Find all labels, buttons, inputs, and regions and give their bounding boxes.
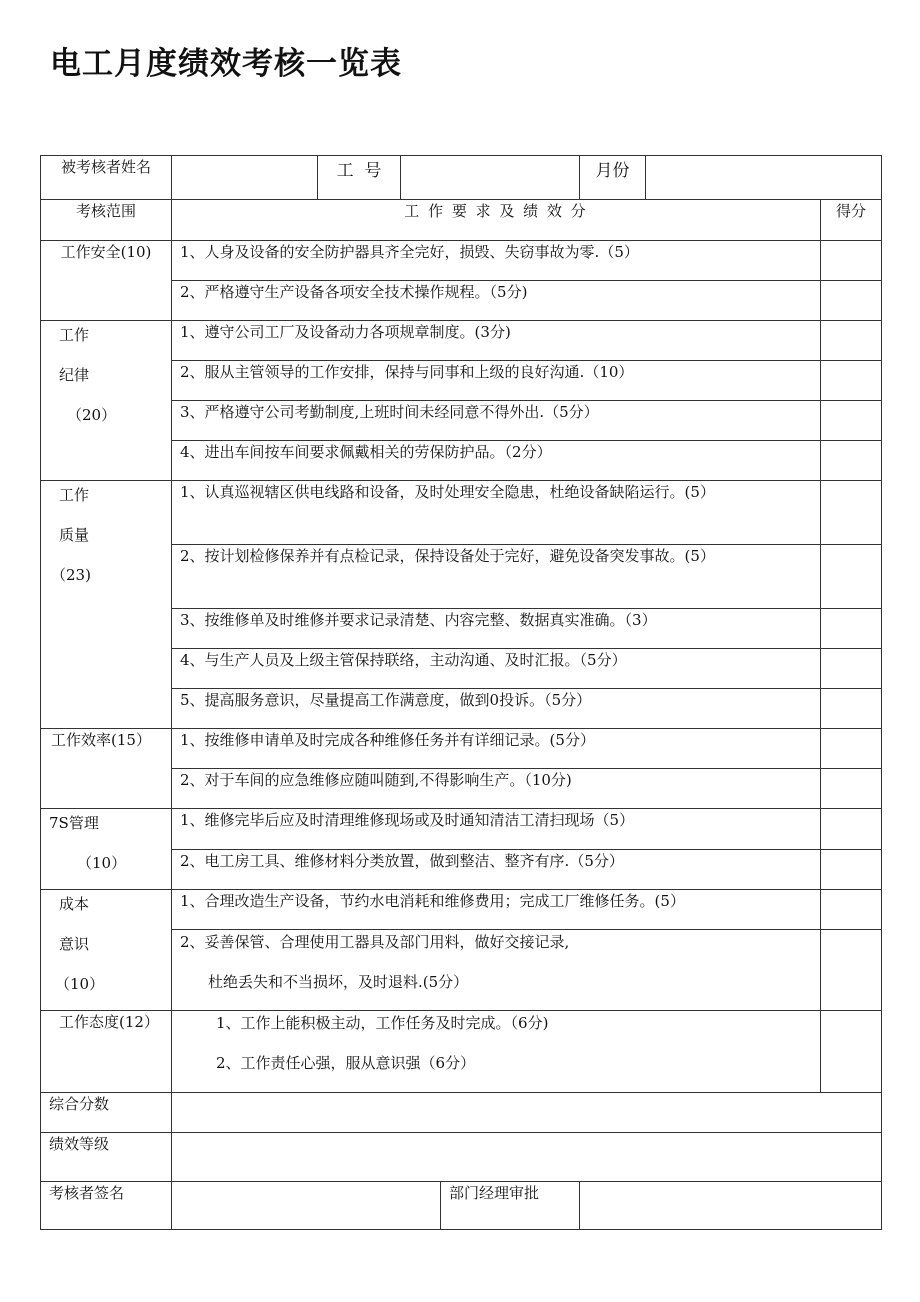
score-cell[interactable] (821, 930, 882, 1011)
score-cell[interactable] (821, 241, 882, 281)
score-cell[interactable] (821, 281, 882, 321)
quality-item-1: 1、认真巡视辖区供电线路和设备，及时处理安全隐患，杜绝设备缺陷运行。(5） (172, 481, 821, 545)
score-cell[interactable] (821, 609, 882, 649)
category-line: 工作 (59, 326, 90, 344)
total-score-label: 综合分数 (41, 1093, 172, 1133)
efficiency-item-1: 1、按维修申请单及时完成各种维修任务并有详细记录。(5分） (172, 729, 821, 769)
score-cell[interactable] (821, 361, 882, 401)
quality-item-5: 5、提高服务意识，尽量提高工作满意度，做到0投诉。（5分） (172, 689, 821, 729)
assessor-signature-label: 考核者签名 (41, 1182, 172, 1230)
category-line: （10） (77, 854, 127, 872)
safety-item-2: 2、严格遵守生产设备各项安全技术操作规程。（5分) (172, 281, 821, 321)
category-7s (41, 809, 172, 890)
score-cell[interactable] (821, 890, 882, 930)
quality-item-2: 2、按计划检修保养并有点检记录，保持设备处于完好，避免设备突发事故。(5） (172, 545, 821, 609)
scope-header: 考核范围 (41, 200, 172, 241)
discipline-item-1: 1、遵守公司工厂及设备动力各项规章制度。(3分) (172, 321, 821, 361)
category-line: （20） (67, 406, 117, 424)
page-title: 电工月度绩效考核一览表 (50, 46, 402, 82)
score-header: 得分 (821, 200, 882, 241)
category-safety: 工作安全(10) (41, 241, 172, 321)
employee-id-label: 工 号 (318, 156, 401, 200)
score-cell[interactable] (821, 401, 882, 441)
performance-table (40, 155, 882, 1230)
score-cell[interactable] (821, 649, 882, 689)
category-line: 纪律 (59, 366, 90, 384)
discipline-item-2: 2、服从主管领导的工作安排，保持与同事和上级的良好沟通.（10） (172, 361, 821, 401)
efficiency-item-2: 2、对于车间的应急维修应随叫随到,不得影响生产。（10分) (172, 769, 821, 809)
category-quality (41, 481, 172, 729)
safety-item-1: 1、人身及设备的安全防护器具齐全完好，损毁、失窃事故为零.（5） (172, 241, 821, 281)
score-cell[interactable] (821, 809, 882, 850)
manager-approval-field[interactable] (580, 1182, 882, 1230)
discipline-item-4: 4、进出车间按车间要求佩戴相关的劳保防护品。（2分） (172, 441, 821, 481)
score-cell[interactable] (821, 1011, 882, 1093)
employee-id-field[interactable] (401, 156, 580, 200)
category-efficiency: 工作效率(15） (41, 729, 172, 809)
category-line: 工作 (59, 486, 90, 504)
score-cell[interactable] (821, 441, 882, 481)
category-line: 成本 (59, 895, 90, 913)
discipline-item-3: 3、严格遵守公司考勤制度,上班时间未经同意不得外出.（5分） (172, 401, 821, 441)
name-field[interactable] (172, 156, 318, 200)
attitude-item-1: 1、工作上能积极主动，工作任务及时完成。（6分) (216, 1014, 549, 1032)
7s-item-1: 1、维修完毕后应及时清理维修现场或及时通知清洁工清扫现场（5） (172, 809, 821, 850)
7s-item-2: 2、电工房工具、维修材料分类放置，做到整洁、整齐有序.（5分） (172, 849, 821, 890)
score-cell[interactable] (821, 729, 882, 769)
score-cell[interactable] (821, 689, 882, 729)
cost-item-2 (172, 930, 821, 1011)
category-cost (41, 890, 172, 1011)
cost-item-2-line-2: 杜绝丢失和不当损坏，及时退料.(5分） (208, 973, 469, 992)
category-line: 7S管理 (49, 814, 99, 832)
category-discipline (41, 321, 172, 481)
category-line: 意识 (59, 935, 90, 953)
category-line: （10） (55, 975, 105, 993)
attitude-item-2: 2、工作责任心强，服从意识强（6分） (216, 1054, 476, 1072)
score-cell[interactable] (821, 321, 882, 361)
month-label: 月份 (580, 156, 646, 200)
name-label: 被考核者姓名 (41, 156, 172, 200)
assessor-signature-field[interactable] (172, 1182, 441, 1230)
category-line: 质量 (59, 526, 90, 544)
cost-item-2-line-1: 2、妥善保管、合理使用工器具及部门用料，做好交接记录, (180, 933, 570, 952)
quality-item-4: 4、与生产人员及上级主管保持联络，主动沟通、及时汇报。（5分） (172, 649, 821, 689)
score-cell[interactable] (821, 545, 882, 609)
cost-item-1: 1、合理改造生产设备，节约水电消耗和维修费用；完成工厂维修任务。(5） (172, 890, 821, 930)
requirements-header: 工 作 要 求 及 绩 效 分 (172, 200, 821, 241)
manager-approval-label: 部门经理审批 (441, 1182, 580, 1230)
grade-field[interactable] (172, 1133, 882, 1182)
quality-item-3: 3、按维修单及时维修并要求记录清楚、内容完整、数据真实准确。（3） (172, 609, 821, 649)
month-field[interactable] (646, 156, 882, 200)
score-cell[interactable] (821, 849, 882, 890)
grade-label: 绩效等级 (41, 1133, 172, 1182)
attitude-items (172, 1011, 821, 1093)
category-line: （23) (51, 566, 91, 584)
score-cell[interactable] (821, 769, 882, 809)
category-attitude: 工作态度(12） (41, 1011, 172, 1093)
score-cell[interactable] (821, 481, 882, 545)
total-score-field[interactable] (172, 1093, 882, 1133)
